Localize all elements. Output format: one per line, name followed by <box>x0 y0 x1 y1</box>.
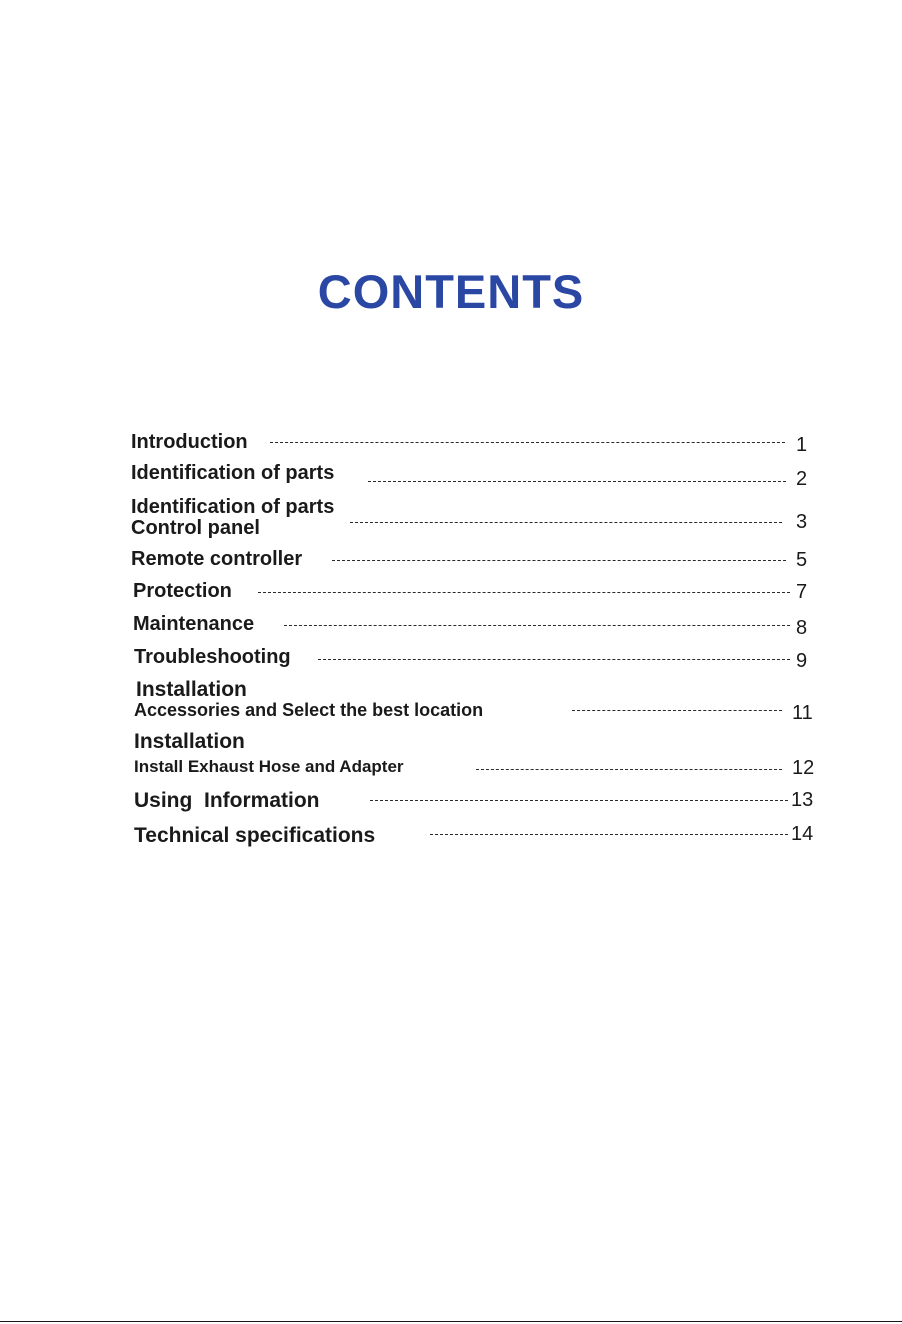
toc-sublabel-exhaust-hose: Install Exhaust Hose and Adapter <box>134 757 404 776</box>
toc-label-identification: Identification of parts <box>131 462 335 484</box>
toc-leader-troubleshooting <box>318 659 790 660</box>
toc-page-accessories: 11 <box>792 702 813 724</box>
toc-label-installation-exhaust: Installation <box>134 730 245 753</box>
toc-leader-exhaust-hose <box>476 769 782 770</box>
toc-label-remote-controller: Remote controller <box>131 548 303 570</box>
toc-page-exhaust-hose: 12 <box>792 757 815 779</box>
toc-leader-control-panel <box>350 522 782 523</box>
toc-label-protection: Protection <box>133 580 232 602</box>
page-title: CONTENTS <box>317 265 585 318</box>
toc-label-troubleshooting: Troubleshooting <box>134 646 291 668</box>
toc-leader-introduction <box>270 442 785 443</box>
toc-label-introduction: Introduction <box>131 431 248 453</box>
bottom-rule <box>0 1321 902 1322</box>
toc-page-technical-specifications: 14 <box>791 823 814 845</box>
toc-page-introduction: 1 <box>796 434 808 456</box>
toc-label-installation-accessories: Installation <box>136 678 247 701</box>
toc-page-identification: 2 <box>796 468 808 490</box>
toc-leader-identification <box>368 481 786 482</box>
toc-label-identification-control: Identification of parts <box>131 496 335 518</box>
toc-sublabel-accessories: Accessories and Select the best location <box>134 700 484 720</box>
toc-page-control-panel: 3 <box>796 511 808 533</box>
toc-leader-protection <box>258 592 790 593</box>
toc-leader-remote-controller <box>332 560 786 561</box>
toc-page-protection: 7 <box>796 581 808 603</box>
toc-label-technical-specifications: Technical specifications <box>134 824 376 847</box>
toc-leader-using-information <box>370 800 788 801</box>
toc-leader-technical-specifications <box>430 834 788 835</box>
toc-page-remote-controller: 5 <box>796 549 808 571</box>
toc-label-using-information: Using Information <box>134 789 320 812</box>
toc-page-troubleshooting: 9 <box>796 650 808 672</box>
toc-sublabel-control-panel: Control panel <box>131 517 260 539</box>
toc-page-maintenance: 8 <box>796 617 808 639</box>
toc-label-maintenance: Maintenance <box>133 613 255 635</box>
toc-page-using-information: 13 <box>791 789 814 811</box>
toc-leader-maintenance <box>284 625 790 626</box>
toc-leader-accessories <box>572 710 782 711</box>
